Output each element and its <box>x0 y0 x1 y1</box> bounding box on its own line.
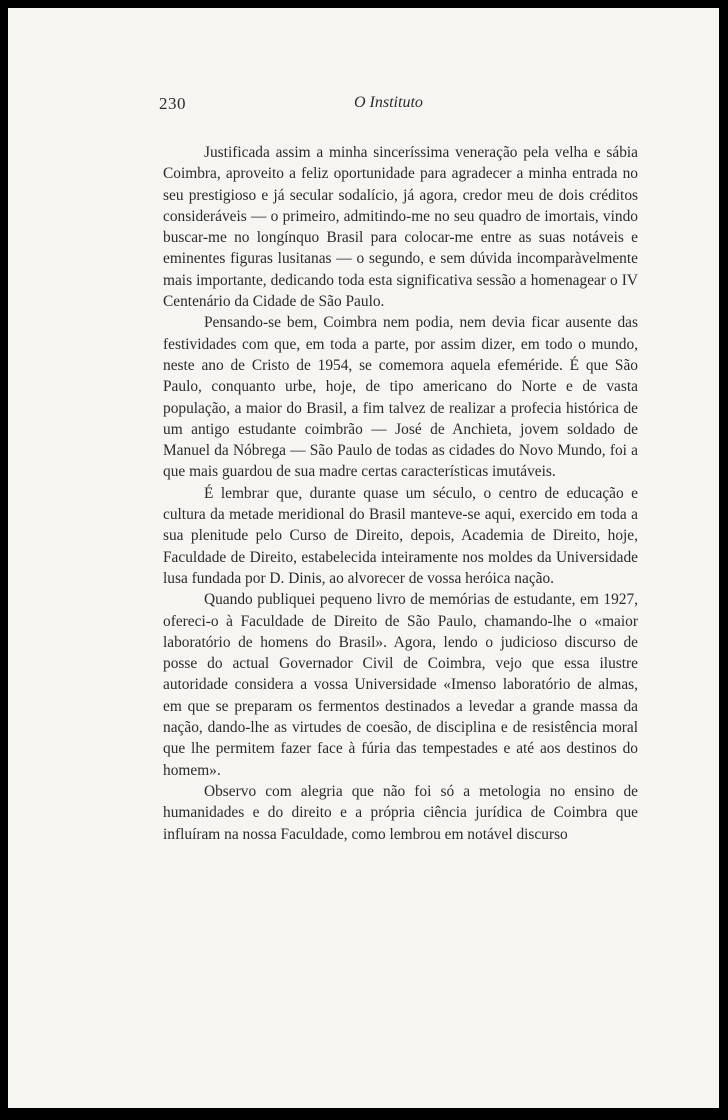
running-title: O Instituto <box>354 94 423 111</box>
page-number: 230 <box>159 94 186 113</box>
paragraph: Quando publiquei pequeno livro de memórias de estudante, em 1927, ofereci-o à Faculdade de Direito de São Paulo, chamando-lhe o «maior laboratório de homens do Brasil». Agora, lendo o judicioso discurso de posse do actual Governador Civil de Coimbra, vejo que essa ilustre autoridade considera a vossa Universidade «Imenso laboratório de almas, em que se preparam os fermentos destinados a levedar a grande massa da nação, dando-lhe as virtudes de coesão, de disciplina e de resistência moral que lhe permitem fazer face à fúria das tempestades e até aos destinos do homem». <box>163 591 638 779</box>
paragraph: Observo com alegria que não foi só a metologia no ensino de humanidades e do direito e a própria ciência jurídica de Coimbra que influíram na nossa Faculdade, como lembrou em notável discurso <box>163 782 638 843</box>
running-head <box>159 94 589 118</box>
book-page <box>8 8 719 1108</box>
paragraph: É lembrar que, durante quase um século, o centro de educação e cultura da metade meridional do Brasil manteve-se aqui, exercido em toda a sua plenitude pelo Curso de Direito, depois, Academia de Direito, hoje, Faculdade de Direito, estabelecida inteiramente nos moldes da Universidade lusa fundada por D. Dinis, ao alvorecer de vossa heróica nação. <box>163 484 638 587</box>
paragraph: Pensando-se bem, Coimbra nem podia, nem devia ficar ausente das festividades com que, em toda a parte, por assim dizer, em todo o mundo, neste ano de Cristo de 1954, se comemora aquela efeméride. É que São Paulo, conquanto urbe, hoje, de tipo americano do Norte e de vasta população, a maior do Brasil, a fim talvez de realizar a profecia histórica de um antigo estudante coimbrão — José de Anchieta, jovem soldado de Manuel da Nóbrega — São Paulo de todas as cidades do Novo Mundo, foi a que mais guardou de sua madre certas características imutáveis. <box>163 314 638 481</box>
body-text <box>163 142 638 845</box>
paragraph: Justificada assim a minha sinceríssima veneração pela velha e sábia Coimbra, aproveito a feliz oportunidade para agradecer a minha entrada no seu prestigioso e já secular sodalício, já agora, credor meu de dois créditos consideráveis — o primeiro, admitindo-me no seu quadro de imortais, vindo buscar-me no longínquo Brasil para colocar-me entre as suas notáveis e eminentes figuras lusitanas — o segundo, e sem dúvida incomparàvelmente mais importante, dedicando toda esta significativa sessão a homenagear o IV Centenário da Cidade de São Paulo. <box>163 144 638 311</box>
